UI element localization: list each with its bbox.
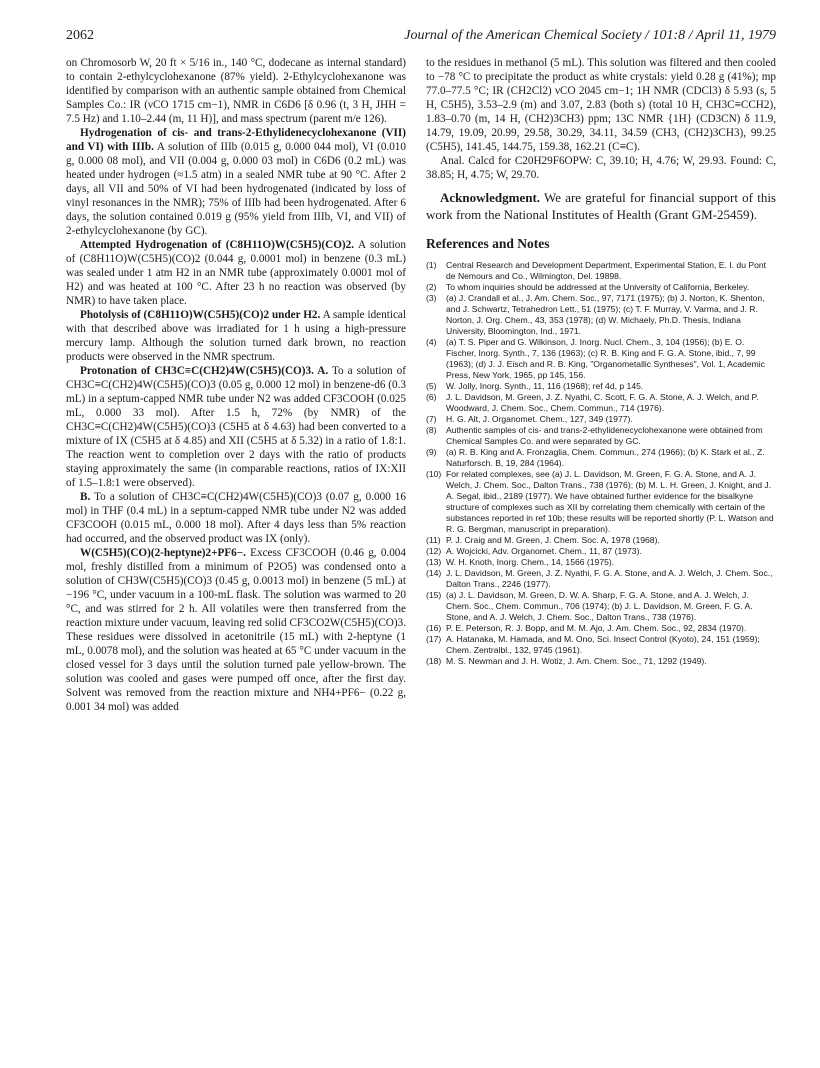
reference-item <box>426 546 776 557</box>
reference-item <box>426 568 776 590</box>
paragraph-text: A solution of (C8H11O)W(C5H5)(CO)2 (0.044 g, 0.0001 mol) in benzene (0.3 mL) was sealed under 1 atm H2 in an NMR tube (approximately 0.0001 mol of H2) and was heated at 100 °C. After 23 h no reaction was observed (by NMR) to have taken place. <box>66 239 406 307</box>
left-column-paragraph <box>66 364 406 490</box>
right-column-paragraphs <box>426 56 776 182</box>
journal-citation: Journal of the American Chemical Society / 101:8 / April 11, 1979 <box>404 28 776 43</box>
left-column-paragraph <box>66 546 406 714</box>
reference-text: For related complexes, see (a) J. L. Davidson, M. Green, F. G. A. Stone, and A. J. Welch, J. Chem. Soc., Dalton Trans., 738 (1976); (b) M. L. H. Green, J. Knight, and J. A. Segal, ibid., 2189 (1977). We have obtained further evidence for the bisalkyne structure of complexes such as XII by correlating them chemically with certain of the substances reported in ref 10b; these results will be reported shortly (P. L. Watson and R. G. Bergman, manuscript in preparation). <box>446 469 774 534</box>
paragraph-text: To a solution of CH3C≡C(CH2)4W(C5H5)(CO)3 (0.07 g, 0.000 16 mol) in THF (0.4 mL) in a septum-capped NMR tube under N2 was added CF3COOH (0.015 mL, 0.000 18 mol). After 4 days less than 5% reaction had occurred, and the observed product was IX (only). <box>66 491 406 545</box>
paragraph-text: A solution of IIIb (0.015 g, 0.000 044 mol), VI (0.010 g, 0.000 08 mol), and VII (0.004 g, 0.000 03 mol) in C6D6 (0.2 mL) was heated under hydrogen (≈1.5 atm) in a sealed NMR tube at 90 °C. After 2 days, all VII and 50% of VI had been hydrogenated (indicated by loss of vinyl resonances in the NMR); 75% of IIIb had been hydrogenated. After 6 days, the solution contained 0.019 g (95% yield from IIIb, VI, and VII) of 2-ethylcyclohexanone (by GC). <box>66 141 406 237</box>
reference-text: Authentic samples of cis- and trans-2-ethylidenecyclohexanone were obtained from Chemical Samples Co. and were separated by GC. <box>446 425 763 446</box>
page-number: 2062 <box>66 28 94 43</box>
reference-text: W. H. Knoth, Inorg. Chem., 14, 1566 (1975). <box>446 557 615 567</box>
reference-text: W. Jolly, Inorg. Synth., 11, 116 (1968); ref 4d, p 145. <box>446 381 644 391</box>
reference-item <box>426 381 776 392</box>
reference-item <box>426 282 776 293</box>
acknowledgment-text: We are grateful for financial support of this work from the National Institutes of Health (Grant GM-25459). <box>426 190 776 222</box>
reference-number: (8) <box>426 425 437 435</box>
right-column-paragraph <box>426 154 776 182</box>
reference-number: (10) <box>426 469 442 479</box>
paragraph-heading: Hydrogenation of cis- and trans-2-Ethylidenecyclohexanone (VII) and VI) with IIIb. <box>66 127 406 153</box>
reference-text: (a) J. Crandall et al., J. Am. Chem. Soc., 97, 7171 (1975); (b) J. Norton, K. Shenton, and J. Schwartz, Tetrahedron Lett., 51 (1975); (c) T. F. Murray, V. Varma, and J. R. Norton, J. Org. Chem., 43, 353 (1978); (d) W. Michaely, Ph.D. Thesis, Indiana University, Bloomington, Ind., 1971. <box>446 293 765 336</box>
reference-text: A. Hatanaka, M. Hamada, and M. Ono, Sci. Insect Control (Kyoto), 24, 151 (1959); Chem. Zentralbl., 132, 9745 (1961). <box>446 634 760 655</box>
left-column <box>66 56 406 714</box>
reference-number: (6) <box>426 392 437 402</box>
reference-number: (5) <box>426 381 437 391</box>
reference-item <box>426 293 776 337</box>
paragraph-text: Anal. Calcd for C20H29F6OPW: C, 39.10; H, 4.76; W, 29.93. Found: C, 38.85; H, 4.75; W, 29.70. <box>426 155 776 181</box>
acknowledgment <box>426 190 776 223</box>
reference-text: J. L. Davidson, M. Green, J. Z. Nyathi, F. G. A. Stone, and A. J. Welch, J. Chem. Soc., Dalton Trans., 2246 (1977). <box>446 568 773 589</box>
reference-item <box>426 656 776 667</box>
reference-item <box>426 425 776 447</box>
paragraph-text: To a solution of CH3C≡C(CH2)4W(C5H5)(CO)3 (0.05 g, 0.000 12 mol) in benzene-d6 (0.3 mL) in a septum-capped NMR tube under N2 was added CF3COOH (0.025 mL, 0.000 33 mol). After 1.5 h, 72% (by NMR) of the CH3C≡C(CH2)4W(C5H5)(CO)3 (C5H5 at δ 4.63) had been converted to a mixture of IX (C5H5 at δ 4.85) and XII (C5H5 at δ 5.32) in a ratio of 1.8:1. The reaction went to completion over 2 days with the ratio of products staying approximately the same (in comparable reactions, ratios of IX:XII of 1.5–1.8:1 were observed). <box>66 365 406 489</box>
paragraph-text: on Chromosorb W, 20 ft × 5/16 in., 140 °C, dodecane as internal standard) to contain 2-ethylcyclohexanone (87% yield). 2-Ethylcyclohexanone was identified by comparison with an authentic sample obtained from Chemical Samples Co.: IR (νCO 1715 cm−1), NMR in C6D6 [δ 0.96 (t, 3 H, JHH = 7.5 Hz) and 1.10–2.44 (m, 11 H)], and mass spectrum (parent m/e 126). <box>66 57 406 125</box>
reference-item <box>426 414 776 425</box>
reference-number: (16) <box>426 623 442 633</box>
left-column-paragraph <box>66 490 406 546</box>
reference-number: (1) <box>426 260 437 270</box>
right-column <box>426 56 776 667</box>
reference-number: (13) <box>426 557 442 567</box>
reference-number: (4) <box>426 337 437 347</box>
reference-number: (12) <box>426 546 442 556</box>
reference-item <box>426 535 776 546</box>
reference-item <box>426 392 776 414</box>
paragraph-heading: Photolysis of (C8H11O)W(C5H5)(CO)2 under H2. <box>80 309 321 321</box>
reference-text: A. Wojcicki, Adv. Organomet. Chem., 11, 87 (1973). <box>446 546 642 556</box>
acknowledgment-heading: Acknowledgment. <box>440 190 541 205</box>
reference-number: (17) <box>426 634 442 644</box>
reference-text: P. E. Peterson, R. J. Bopp, and M. M. Ajo, J. Am. Chem. Soc., 92, 2834 (1970). <box>446 623 747 633</box>
reference-text: (a) T. S. Piper and G. Wilkinson, J. Inorg. Nucl. Chem., 3, 104 (1956); (b) E. O. Fischer, Inorg. Synth., 7, 136 (1963); (c) R. B. King and F. G. A. Stone, ibid., 7, 99 (1963); (d) J. J. Eisch and R. B. King, "Organometallic Syntheses", Vol. 1, Academic Press, New York, 1965, pp 145, 156. <box>446 337 765 380</box>
left-column-paragraph <box>66 238 406 308</box>
left-column-paragraph <box>66 308 406 364</box>
reference-item <box>426 337 776 381</box>
right-column-paragraph <box>426 56 776 154</box>
reference-text: (a) R. B. King and A. Fronzaglia, Chem. Commun., 274 (1966); (b) K. Stark et al., Z. Naturforsch. B, 19, 284 (1964). <box>446 447 765 468</box>
paragraph-text: Excess CF3COOH (0.46 g, 0.004 mol, freshly distilled from a minimum of P2O5) was condensed onto a solution of CH3W(C5H5)(CO)3 (0.45 g, 0.0013 mol) in benzene (5 mL) at −196 °C, under vacuum in a 100-mL flask. The solution was warmed to 20 °C, and was stirred for 2 h. All volatiles were then transferred from the reaction mixture under vacuum, leaving red solid CF3CO2W(C5H5)(CO)3. These residues were dissolved in acetonitrile (15 mL) with 2-heptyne (1 mL, 0.0078 mol), and the solution was heated at 65 °C under vacuum in the closed vessel for 3 days until the solution turned pale yellow-brown. The solution was cooled and gases were pumped off once, after the first day. Solvent was removed from the reaction mixture and NH4+PF6− (0.22 g, 0.001 34 mol) was added <box>66 547 406 713</box>
reference-number: (7) <box>426 414 437 424</box>
reference-number: (3) <box>426 293 437 303</box>
paragraph-heading: W(C5H5)(CO)(2-heptyne)2+PF6−. <box>80 547 246 559</box>
paragraph-heading: Attempted Hydrogenation of (C8H11O)W(C5H5)(CO)2. <box>80 239 355 251</box>
reference-text: M. S. Newman and J. H. Wotiz, J. Am. Chem. Soc., 71, 1292 (1949). <box>446 656 707 666</box>
reference-text: (a) J. L. Davidson, M. Green, D. W. A. Sharp, F. G. A. Stone, and A. J. Welch, J. Chem. Soc., Chem. Commun., 706 (1974); (b) J. L. Davidson, M. Green, F. G. A. Stone, and A. J. Welch, J. Chem. Soc., Dalton Trans., 738 (1976). <box>446 590 753 622</box>
reference-number: (11) <box>426 535 441 545</box>
reference-item <box>426 447 776 469</box>
running-header <box>66 28 776 48</box>
reference-number: (18) <box>426 656 442 666</box>
paragraph-text: A sample identical with that described above was irradiated for 1 h using a high-pressure mercury lamp. Although the solution turned dark brown, no reaction products were observed in the NMR spectrum. <box>66 309 406 363</box>
reference-item <box>426 634 776 656</box>
reference-item <box>426 623 776 634</box>
reference-number: (14) <box>426 568 442 578</box>
reference-number: (15) <box>426 590 442 600</box>
reference-text: J. L. Davidson, M. Green, J. Z. Nyathi, C. Scott, F. G. A. Stone, A. J. Welch, and P. Woodward, J. Chem. Soc., Chem. Commun., 714 (1976). <box>446 392 759 413</box>
reference-text: H. G. Alt, J. Organomet. Chem., 127, 349 (1977). <box>446 414 633 424</box>
paragraph-text: to the residues in methanol (5 mL). This solution was filtered and then cooled to −78 °C to precipitate the product as white crystals: yield 0.28 g (41%); mp 77.0–77.5 °C; IR (CH2Cl2) νCO 2045 cm−1; 1H NMR (CDCl3) δ 5.93 (s, 5 H, C5H5), 3.53–2.9 (m) and 3.07, 2.83 (both s) (total 10 H, CH3C≡CCH2), 1.83–0.70 (m, 14 H, (CH2)3CH3) ppm; 13C NMR {1H} (CD3CN) δ 11.9, 14.79, 19.09, 20.99, 29.58, 30.29, 34.11, 34.59 (CH3, (CH2)3CH3), 99.25 (C5H5), 141.45, 144.75, 159.38, 162.21 (C≡C). <box>426 57 776 153</box>
reference-number: (9) <box>426 447 437 457</box>
references-heading: References and Notes <box>426 236 550 251</box>
reference-number: (2) <box>426 282 437 292</box>
reference-text: P. J. Craig and M. Green, J. Chem. Soc. A, 1978 (1968). <box>446 535 660 545</box>
reference-text: Central Research and Development Department, Experimental Station, E. I. du Pont de Nemours and Co., Wilmington, Del. 19898. <box>446 260 767 281</box>
reference-item <box>426 260 776 282</box>
reference-item <box>426 557 776 568</box>
reference-item <box>426 590 776 623</box>
left-column-paragraph <box>66 126 406 238</box>
reference-item <box>426 469 776 535</box>
references-list <box>426 260 776 667</box>
paragraph-heading: Protonation of CH3C≡C(CH2)4W(C5H5)(CO)3. A. <box>80 365 329 377</box>
paragraph-heading: B. <box>80 491 91 503</box>
reference-text: To whom inquiries should be addressed at the University of California, Berkeley. <box>446 282 750 292</box>
left-column-paragraph <box>66 56 406 126</box>
